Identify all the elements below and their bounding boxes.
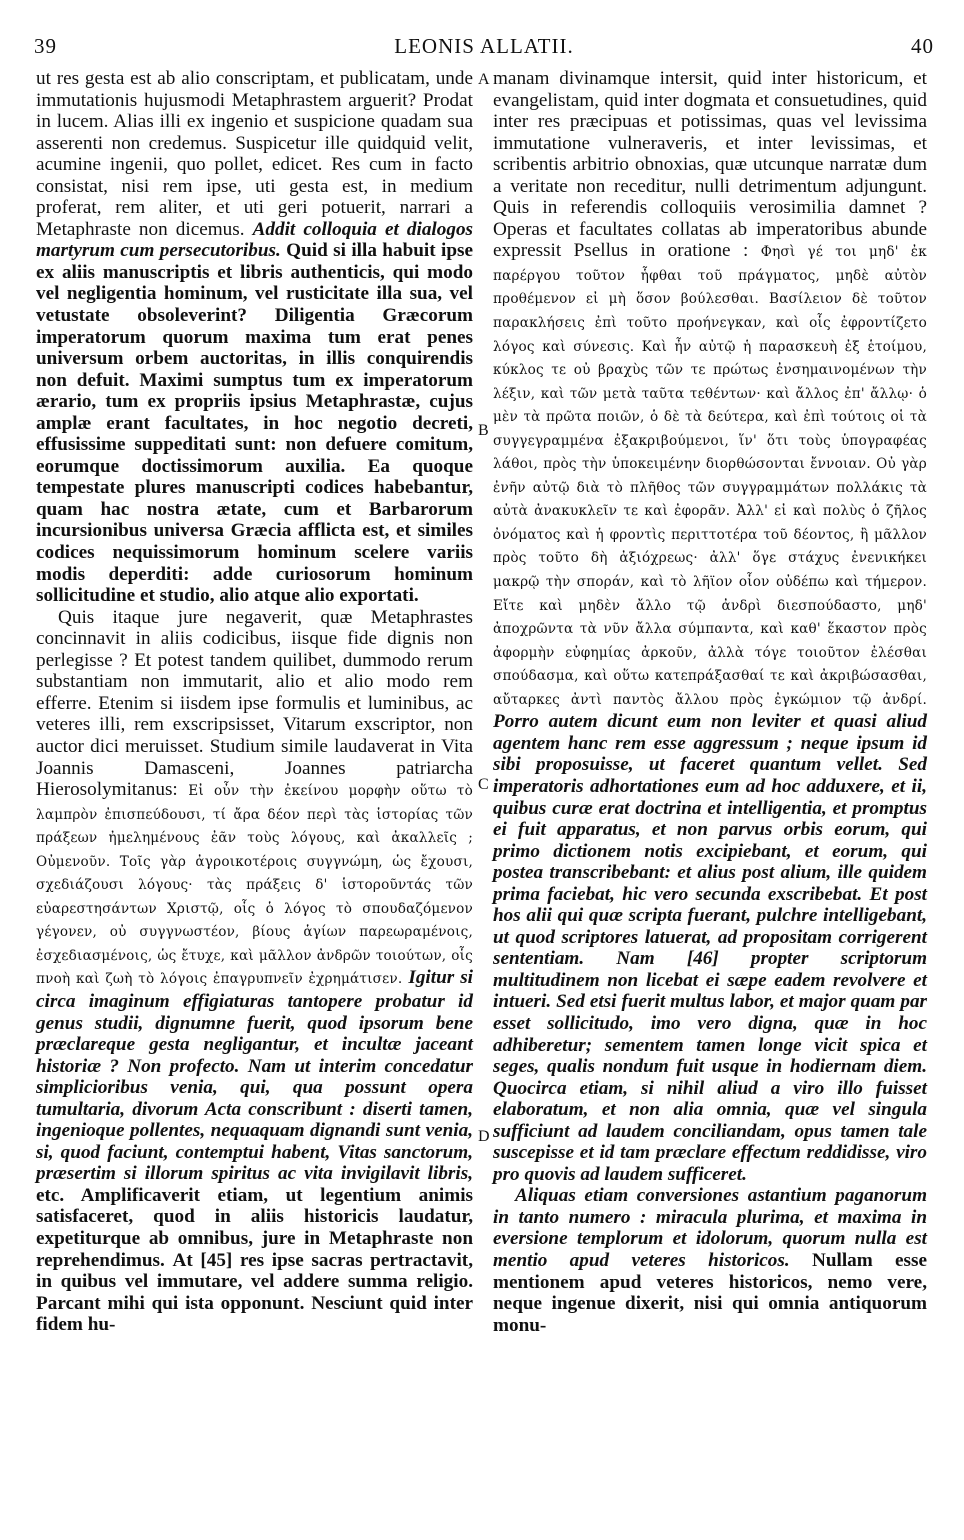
left-p2-greek-quote: Εἰ οὖν τὴν ἐκείνου μορφὴν οὕτω τὸ λαμπρὸν ἐπισπεύδουσι, τί ἄρα δέον περὶ τὰς ἱστορίας τῶν πράξεων ἠμελημένους ἐᾶν τοὺς λόγους, καὶ ἀκαλλεῖς ; Οὐμενοῦν. Τοῖς γὰρ ἀγροικοτέροις συγγνώμη, ὡς ἔχουσι, σχεδιάζουσι λόγους· τὰς πράξεις δ' ἱστοροῦντάς τῶν εὐαρεστησάντων Χριστῷ, οἷς ὁ λόγος τὸ σπουδαζόμενον γέγονεν, οὐ συγγνωστέον, βίους ἁγίων παρεωραμένοις, ἐσχεδιασμένοις, ὡς ἔτυχε, καὶ μᾶλλον ἀνδρῶν τοιούτων, οἷς πνοὴ καὶ ζωὴ τὸ λόγοις ἐπαγρυπνεῖν ἐχρημάτισεν. [36,783,473,988]
right-paragraph-2 [493,1185,927,1336]
left-p2-text: Quis itaque jure negaverit, quæ Metaphrastes concinnavit in aliis codicibus, iisque fide dignis non perlegisse ? Et potest tandem quilibet, dummodo rerum substantiam non immutarit, alio et alio modo rem efferre. Etenim si iisdem ipse formulis et luminibus, ac veteres illi, rem exscripsisset, Vitarum exscriptor, non auctor dici meruisset. Studium simile laudaverat in Vita Joannis Damasceni, Joannes patriarcha Hierosolymitanus: [36,606,473,801]
page-number-right: 40 [911,34,934,58]
right-paragraph-1 [493,68,927,1185]
left-p2-bold-text: At [45] res ipse sacras pertractavit, in quibus vel immutare, vel addere summa religio. Parcant mihi qui ista opponunt. Nesciunt quid inter fidem hu- [36,1249,473,1336]
column-marker-a: A [478,71,490,88]
left-p1-text: ut res gesta est ab alio conscriptam, et publicatam, unde immutationis hujusmodi Metaphrastem arguerit? Prodat in lucem. Alias illi ex ingenio et suspicione quadam sua asserenti non credemus. Suspicetur ille quidquid velit, acumine ingenii, quo pollet, edicet. Res cum in facto consistat, nisi rem ipse, uti gesta est, in medium proferat, rem aliter, et uti geri potuerit, narrari a Metaphraste non dicemus. [36,68,473,240]
column-marker-d: D [478,1128,490,1145]
column-marker-b: B [478,422,489,439]
left-p2-conclusion: etc. Amplificaverit etiam, ut legentium animis satisfaceret, quod in aliis historicis laudatur, expetiturque ab omnibus, jure in Metaphraste non reprehendimus. [36,1184,473,1271]
page-number-left: 39 [34,34,57,58]
left-p1-italic-heading: Addit colloquia et dialogos martyrum cum persecutoribus. [36,218,473,262]
left-p1-bold-text: Quid si illa habuit ipse ex aliis manuscriptis et libris authenticis, qui modo vel negligentia hominum, vel rusticitate illa sua, vel vetustate obsoleverint? Diligentia Græcorum imperatorum quorum maxima tum erat penes universum orbem auctoritas, in illis conquirendis non defuit. Maximi sumptus tum ex imperatorum ærario, tum ex propriis ipsius Metaphrastæ, cujus amplæ erant facultates, in hoc negotio decreti, effusissime suppeditati sunt: non defuere comitum, eorumque doctissimorum auxilia. Ea quoque tempestate plures manuscripti codices habebantur, quam hac nostra ætate, cum et Barbarorum incursionibus universa Græcia afflicta est, et similes codices nequissimorum hominum scelere variis modis deperditi: adde curiosorum hominum sollicitudine et studio, alio atque alio exportati. [36,240,474,607]
right-p2-italic-heading: Aliquas etiam conversiones astantium paganorum in tanto numero : miracula plurima, et maxima in eversione templorum et idolorum, quorum nulla est mentio apud veteres historicos. [493,1185,927,1271]
right-p1-text: manam divinamque intersit, quid inter historicum, et evangelistam, quid inter dogmata et consuetudines, quid inter res præcipuas et potissimas, quas vel levissima immutatione vulneraveris, et inter levissimas, et scribentis arbitrio obnoxias, quæ utcunque narratæ dum a veritate non receditur, nulli detrimentum adjungunt. Quis in referendis colloquiis verosimilia damnet ? Operas et facultates collatas ab imperatoribus abunde expressit Psellus in oratione : [493,68,927,262]
right-p1-greek-quote: Φησὶ γέ τοι μηδ' ἐκ παρέργου τοῦτον ἧφθαι τοῦ πράγματος, μηδὲ αὐτὸν προθέμενον εἰ μὴ ὅσον βούλεσθαι. Βασίλειον δὲ τοῦτον παρακλήσεις ἐπὶ τοῦτο προήνεγκαν, καὶ οἷς ἐφροντίζετο λόγος καὶ σύνεσις. Καὶ ἦν αὐτῷ ἡ παρασκευὴ ἐξ ἑτοίμου, κύκλος τε οὐ βραχὺς τῶν τε πρώτως ἐνσημαινομένων τὴν λέξιν, καὶ τῶν μετὰ ταῦτα τεθέντων· καὶ ἄλλος ἐπ' ἄλλῳ· ὁ μὲν τὰ πρῶτα ποιῶν, ὁ δὲ τὰ δεύτερα, καὶ ἐπὶ τούτοις οἱ τὰ συγγεγραμμένα ἐξακριβούμενοι, ἵν' ὅτι τοὺς ὑπογραφέας λάθοι, πρὸς τὴν ὑποκειμένην διορθώσονται ἔννοιαν. Οὐ γὰρ ἐνῆν αὐτῷ διὰ τὸ πλῆθος τῶν συγγραμμάτων πολλάκις τὰ αὐτὰ ἀνακυκλεῖν τε καὶ ἐφορᾶν. Ἀλλ' εἰ καὶ πολὺς ὁ ζῆλος ὀνόματος καὶ ἡ φροντὶς περιττοτέρα τοῦ δέοντος, ἢ μᾶλλον πρὸς τοῦτο δὴ ἀξιόχρεως· ἀλλ' ὅγε στάχυς ἐνενικήκει μακρῷ τὴν σποράν, καὶ τὸ λῆϊον οἷον οὐδέπω καὶ τήμερον. Εἴτε καὶ μηδὲν ἄλλο τῷ ἀνδρὶ διεσπούδαστο, μηδ' ἀποχρῶντα τὰ νῦν ἄλλα σύμπαντα, καὶ καθ' ἕκαστον πρὸς ἀφορμὴν εὐφημίας ἀρκοῦν, ἀλλὰ τόγε τοιοῦτον ἐλέσθαι σπούδασμα, καὶ οὕτω κατεπράξασθαί τε καὶ ἀκριβώσασθαι, αὔταρκες ἀντὶ παντὸς ἄλλου πρὸς ἐγκώμιον τῷ ἀνδρί. [493,244,928,708]
running-title: LEONIS ALLATII. [394,34,574,58]
left-column [36,68,473,1336]
right-p1-latin-translation: Porro autem dicunt eum non leviter et quasi aliud agentem hanc rem esse aggressum ; neque ipsum id sibi proposuisse, ut faceret quantum vellet. Sed imperatoris adhortationes eum ad hoc adduxere, et ii, quibus curæ erat doctrina et intelligentia, et promptus ei fuit apparatus, et non parvus orbis eorum, qui primo dictionem notis excipiebant, et eorum, qui postea transcribebant: et alius post alium, ille quidem prima faciebat, hic vero secunda exscribebat. Et post hos alii qui quæ scripta fuerant, pulchre intelligebant, ut quod scriptores latuerat, ad propositam corrigerent sententiam. Nam [46] propter scriptorum multitudinem non licebat ei sæpe eadem revolvere et intueri. Sed etsi fuerit multus labor, et major quam par esset sollicitudo, imo vero digna, quæ in hoc adhiberetur; sementem tamen longe vicit spica et seges, qualis nondum fuit usque in hodiernam diem. Quocirca etiam, si nihil aliud a viro illo fuisset elaboratum, et non alia omnia, quæ vel singula sufficiunt ad laudem conciliandam, opus tamen tale suscepisse et id tam præclare effectum reddidisse, viro pro quovis ad laudem sufficeret. [493,711,927,1185]
page-header [34,34,934,62]
left-p2-latin-translation: Igitur si circa imaginum effigiaturas tantopere probatur id genus studii, dignumne fuerit, quod ipsorum bene præclareque gesta negligantur, et incultæ jaceant historiæ ? Non profecto. Nam ut interim concedatur simplicioribus venia, qui, qua possunt opera tumultaria, divorum Acta conscribunt : diserti tamen, ingenioque pollentes, nequaquam dignandi sunt venia, si, quod faciunt, contemptui habent, Vitas sanctorum, præsertim si illorum spiritus ac vita invigilavit libris, [36,967,473,1185]
column-marker-c: C [478,776,489,793]
left-paragraph-1 [36,68,473,607]
right-column [493,68,927,1336]
right-p2-text: Nullam esse mentionem apud veteres historicos, nemo vere, neque ingenue dixerit, nisi qui omnia antiquorum monu- [493,1249,928,1336]
left-paragraph-2 [36,607,473,1336]
